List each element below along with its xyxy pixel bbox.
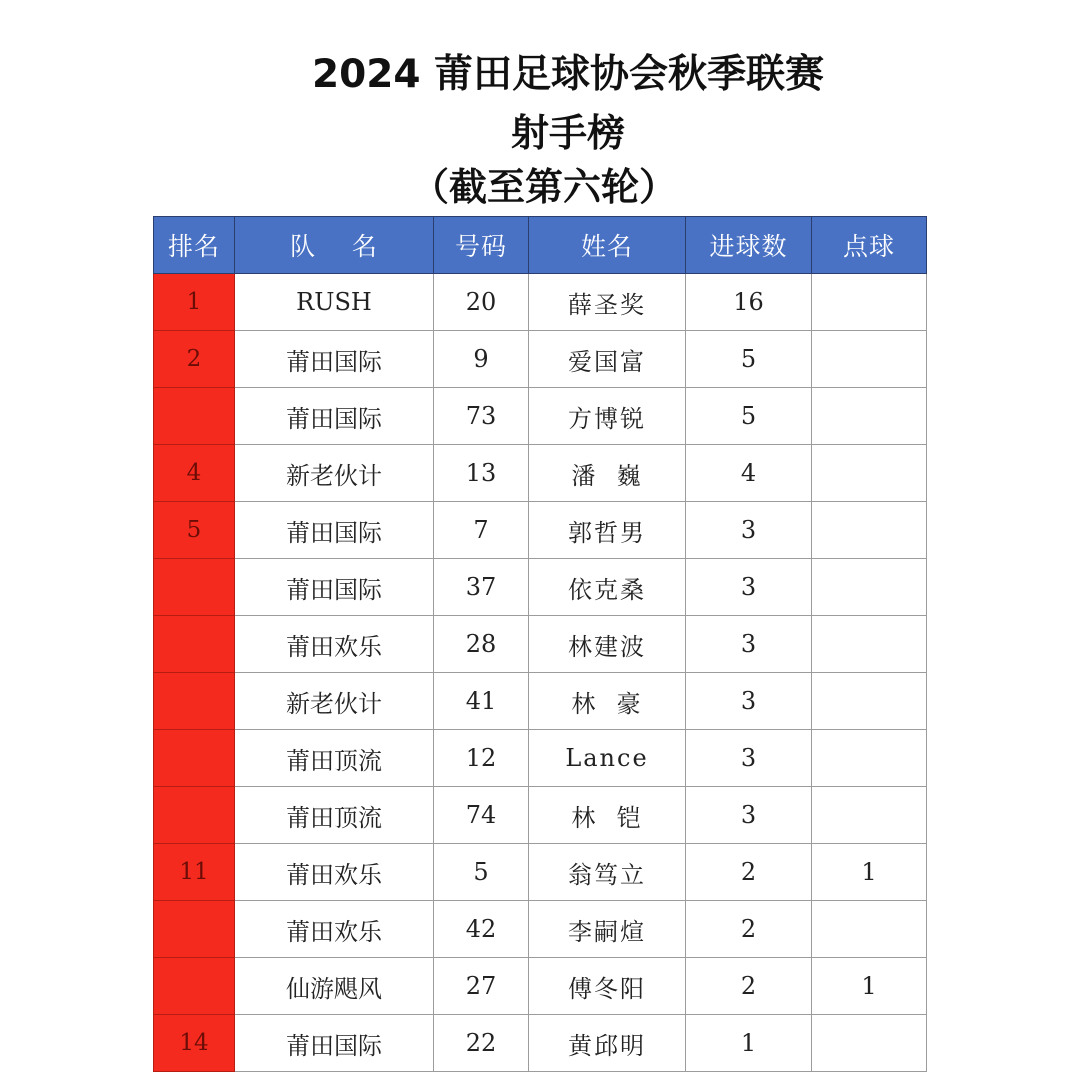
- table-row: [154, 559, 927, 616]
- table-row: [154, 673, 927, 730]
- header-goals: 进球数: [686, 217, 812, 274]
- team-cell: 仙游飓风: [235, 958, 434, 1015]
- table-row: [154, 730, 927, 787]
- player-name-cell: 李嗣煊: [529, 901, 686, 958]
- team-cell: 莆田国际: [235, 1015, 434, 1072]
- team-cell: 莆田顶流: [235, 787, 434, 844]
- goals-cell: 3: [686, 787, 812, 844]
- table-row: [154, 1015, 927, 1072]
- number-cell: 9: [434, 331, 529, 388]
- penalties-cell: [812, 502, 927, 559]
- player-name-cell: 林建波: [529, 616, 686, 673]
- rank-cell: [154, 787, 235, 844]
- player-name-cell: 郭哲男: [529, 502, 686, 559]
- team-cell: 莆田国际: [235, 331, 434, 388]
- round-note: （截至第六轮）: [410, 165, 677, 209]
- goals-cell: 1: [686, 1015, 812, 1072]
- player-name-cell: 依克桑: [529, 559, 686, 616]
- goals-cell: 5: [686, 331, 812, 388]
- number-cell: 28: [434, 616, 529, 673]
- team-cell: 莆田顶流: [235, 730, 434, 787]
- goals-cell: 3: [686, 730, 812, 787]
- goals-cell: 4: [686, 445, 812, 502]
- team-cell: 莆田国际: [235, 502, 434, 559]
- team-cell: 新老伙计: [235, 445, 434, 502]
- header-team: 队 名: [235, 217, 434, 274]
- player-name-cell: 林 豪: [529, 673, 686, 730]
- team-cell: 莆田欢乐: [235, 901, 434, 958]
- team-cell: 莆田欢乐: [235, 616, 434, 673]
- header-rank: 排名: [154, 217, 235, 274]
- player-name-cell: 翁笃立: [529, 844, 686, 901]
- player-name-cell: 潘 巍: [529, 445, 686, 502]
- number-cell: 20: [434, 274, 529, 331]
- number-cell: 74: [434, 787, 529, 844]
- number-cell: 12: [434, 730, 529, 787]
- number-cell: 22: [434, 1015, 529, 1072]
- rank-cell: [154, 388, 235, 445]
- player-name-cell: 薛圣奖: [529, 274, 686, 331]
- table-row: [154, 958, 927, 1015]
- team-cell: 莆田欢乐: [235, 844, 434, 901]
- header-number: 号码: [434, 217, 529, 274]
- goals-cell: 2: [686, 901, 812, 958]
- rank-cell: 4: [154, 445, 235, 502]
- rank-cell: [154, 559, 235, 616]
- table-body: [154, 274, 927, 1072]
- penalties-cell: [812, 559, 927, 616]
- number-cell: 73: [434, 388, 529, 445]
- page-title: 2024 莆田足球协会秋季联赛: [311, 52, 825, 97]
- number-cell: 13: [434, 445, 529, 502]
- header-row: [154, 217, 927, 274]
- table-row: [154, 331, 927, 388]
- number-cell: 27: [434, 958, 529, 1015]
- penalties-cell: [812, 673, 927, 730]
- number-cell: 7: [434, 502, 529, 559]
- page-subtitle: 射手榜: [510, 111, 625, 155]
- table-row: [154, 616, 927, 673]
- table-row: [154, 901, 927, 958]
- table-row: [154, 787, 927, 844]
- rank-cell: [154, 616, 235, 673]
- penalties-cell: 1: [812, 958, 927, 1015]
- goals-cell: 3: [686, 616, 812, 673]
- table-row: [154, 388, 927, 445]
- goals-cell: 2: [686, 844, 812, 901]
- rank-cell: 1: [154, 274, 235, 331]
- rank-cell: [154, 673, 235, 730]
- goals-cell: 16: [686, 274, 812, 331]
- goals-cell: 3: [686, 673, 812, 730]
- penalties-cell: [812, 388, 927, 445]
- rank-cell: [154, 901, 235, 958]
- number-cell: 42: [434, 901, 529, 958]
- rank-cell: [154, 730, 235, 787]
- penalties-cell: [812, 1015, 927, 1072]
- number-cell: 41: [434, 673, 529, 730]
- player-name-cell: 林 铠: [529, 787, 686, 844]
- player-name-cell: 黄邱明: [529, 1015, 686, 1072]
- goals-cell: 3: [686, 502, 812, 559]
- team-cell: 莆田国际: [235, 388, 434, 445]
- table-header: [154, 217, 927, 274]
- player-name-cell: 方博锐: [529, 388, 686, 445]
- rank-cell: 2: [154, 331, 235, 388]
- rank-cell: 11: [154, 844, 235, 901]
- player-name-cell: 爱国富: [529, 331, 686, 388]
- table-row: [154, 502, 927, 559]
- goals-cell: 5: [686, 388, 812, 445]
- goals-cell: 2: [686, 958, 812, 1015]
- penalties-cell: [812, 274, 927, 331]
- penalties-cell: [812, 787, 927, 844]
- player-name-cell: 傅冬阳: [529, 958, 686, 1015]
- penalties-cell: [812, 445, 927, 502]
- penalties-cell: 1: [812, 844, 927, 901]
- team-cell: RUSH: [235, 274, 434, 331]
- team-cell: 新老伙计: [235, 673, 434, 730]
- number-cell: 37: [434, 559, 529, 616]
- goals-cell: 3: [686, 559, 812, 616]
- number-cell: 5: [434, 844, 529, 901]
- penalties-cell: [812, 331, 927, 388]
- table-row: [154, 445, 927, 502]
- rank-cell: [154, 958, 235, 1015]
- scorer-table: [153, 216, 927, 1072]
- table-row: [154, 274, 927, 331]
- player-name-cell: Lance: [529, 730, 686, 787]
- penalties-cell: [812, 616, 927, 673]
- penalties-cell: [812, 730, 927, 787]
- rank-cell: 5: [154, 502, 235, 559]
- team-cell: 莆田国际: [235, 559, 434, 616]
- table-row: [154, 844, 927, 901]
- header-name: 姓名: [529, 217, 686, 274]
- penalties-cell: [812, 901, 927, 958]
- rank-cell: 14: [154, 1015, 235, 1072]
- header-penalties: 点球: [812, 217, 927, 274]
